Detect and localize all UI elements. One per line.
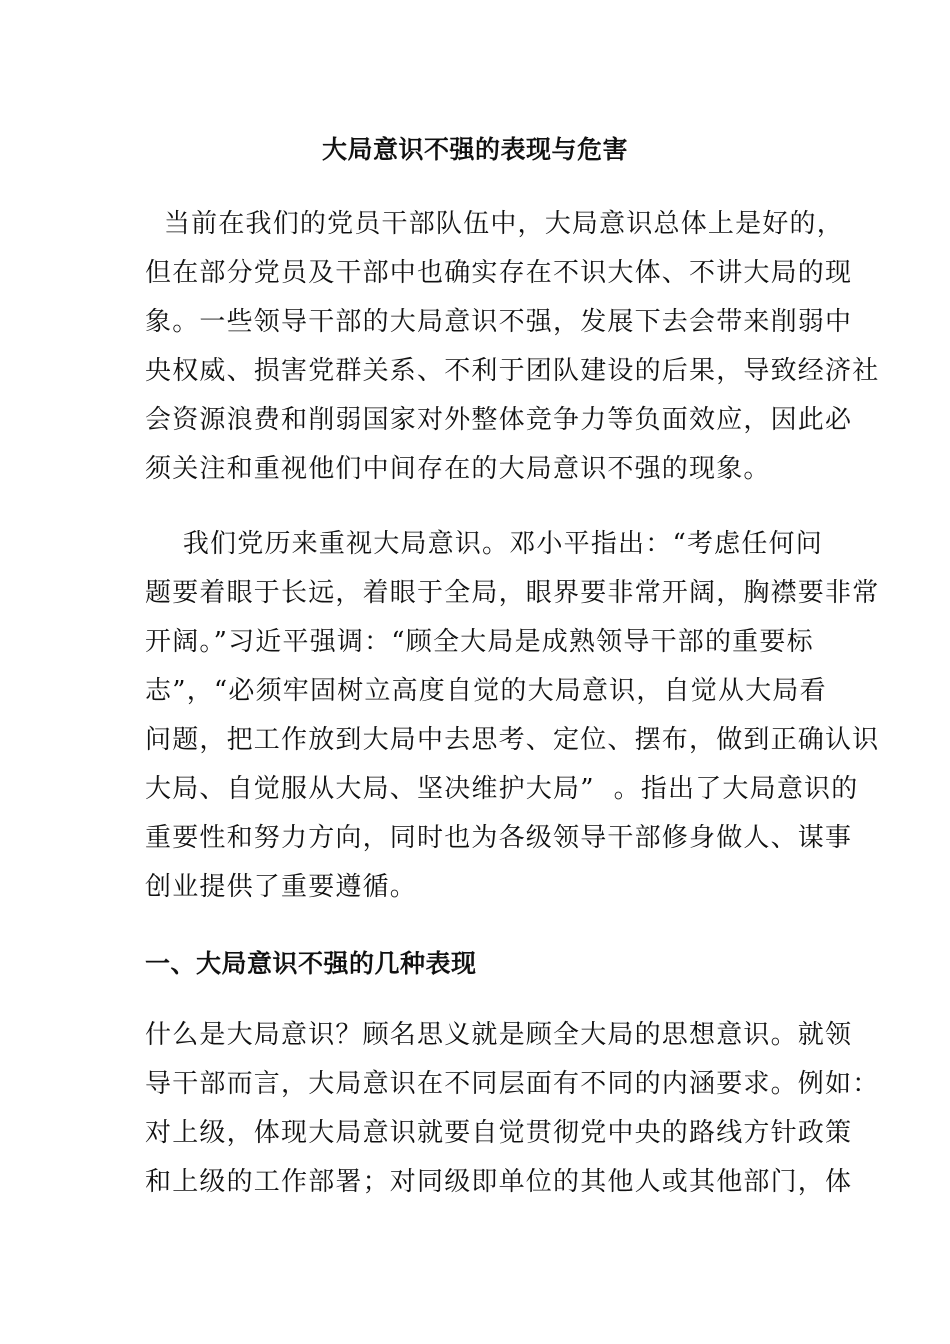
paragraph-line: 和上级的工作部署；对同级即单位的其他人或其他部门，体	[145, 1167, 853, 1197]
paragraph-line: 问题，把工作放到大局中去思考、定位、摆布，做到正确认识	[145, 725, 880, 755]
paragraph-quotes	[145, 520, 880, 912]
paragraph-line: 央权威、损害党群关系、不利于团队建设的后果，导致经济社	[145, 356, 880, 386]
section-heading: 一、大局意识不强的几种表现	[145, 949, 477, 978]
paragraph-line: 会资源浪费和削弱国家对外整体竞争力等负面效应，因此必	[145, 405, 853, 435]
paragraph-line: 但在部分党员及干部中也确实存在不识大体、不讲大局的现	[145, 258, 853, 288]
paragraph-line: 创业提供了重要遵循。	[145, 872, 418, 902]
paragraph-line: 大局、自觉服从大局、坚决维护大局” 。指出了大局意识的	[145, 774, 859, 804]
paragraph-line: 对上级，体现大局意识就要自觉贯彻党中央的路线方针政策	[145, 1118, 853, 1148]
paragraph-definition	[145, 1011, 880, 1207]
paragraph-line: 象。一些领导干部的大局意识不强，发展下去会带来削弱中	[145, 307, 853, 337]
paragraph-line: 开阔。”习近平强调：“顾全大局是成熟领导干部的重要标	[145, 627, 814, 657]
paragraph-line: 当前在我们的党员干部队伍中，大局意识总体上是好的，	[145, 209, 844, 239]
paragraph-line: 导干部而言，大局意识在不同层面有不同的内涵要求。例如：	[145, 1069, 880, 1099]
paragraph-line: 什么是大局意识？顾名思义就是顾全大局的思想意识。就领	[145, 1020, 853, 1050]
document-title: 大局意识不强的表现与危害	[321, 135, 628, 164]
paragraph-line: 我们党历来重视大局意识。邓小平指出：“考虑任何问	[145, 529, 823, 559]
paragraph-line: 题要着眼于长远，着眼于全局，眼界要非常开阔，胸襟要非常	[145, 578, 880, 608]
paragraph-line: 须关注和重视他们中间存在的大局意识不强的现象。	[145, 454, 771, 484]
paragraph-line: 重要性和努力方向，同时也为各级领导干部修身做人、谋事	[145, 823, 853, 853]
paragraph-line: 志”，“必须牢固树立高度自觉的大局意识，自觉从大局看	[145, 676, 827, 706]
paragraph-intro	[145, 200, 880, 494]
